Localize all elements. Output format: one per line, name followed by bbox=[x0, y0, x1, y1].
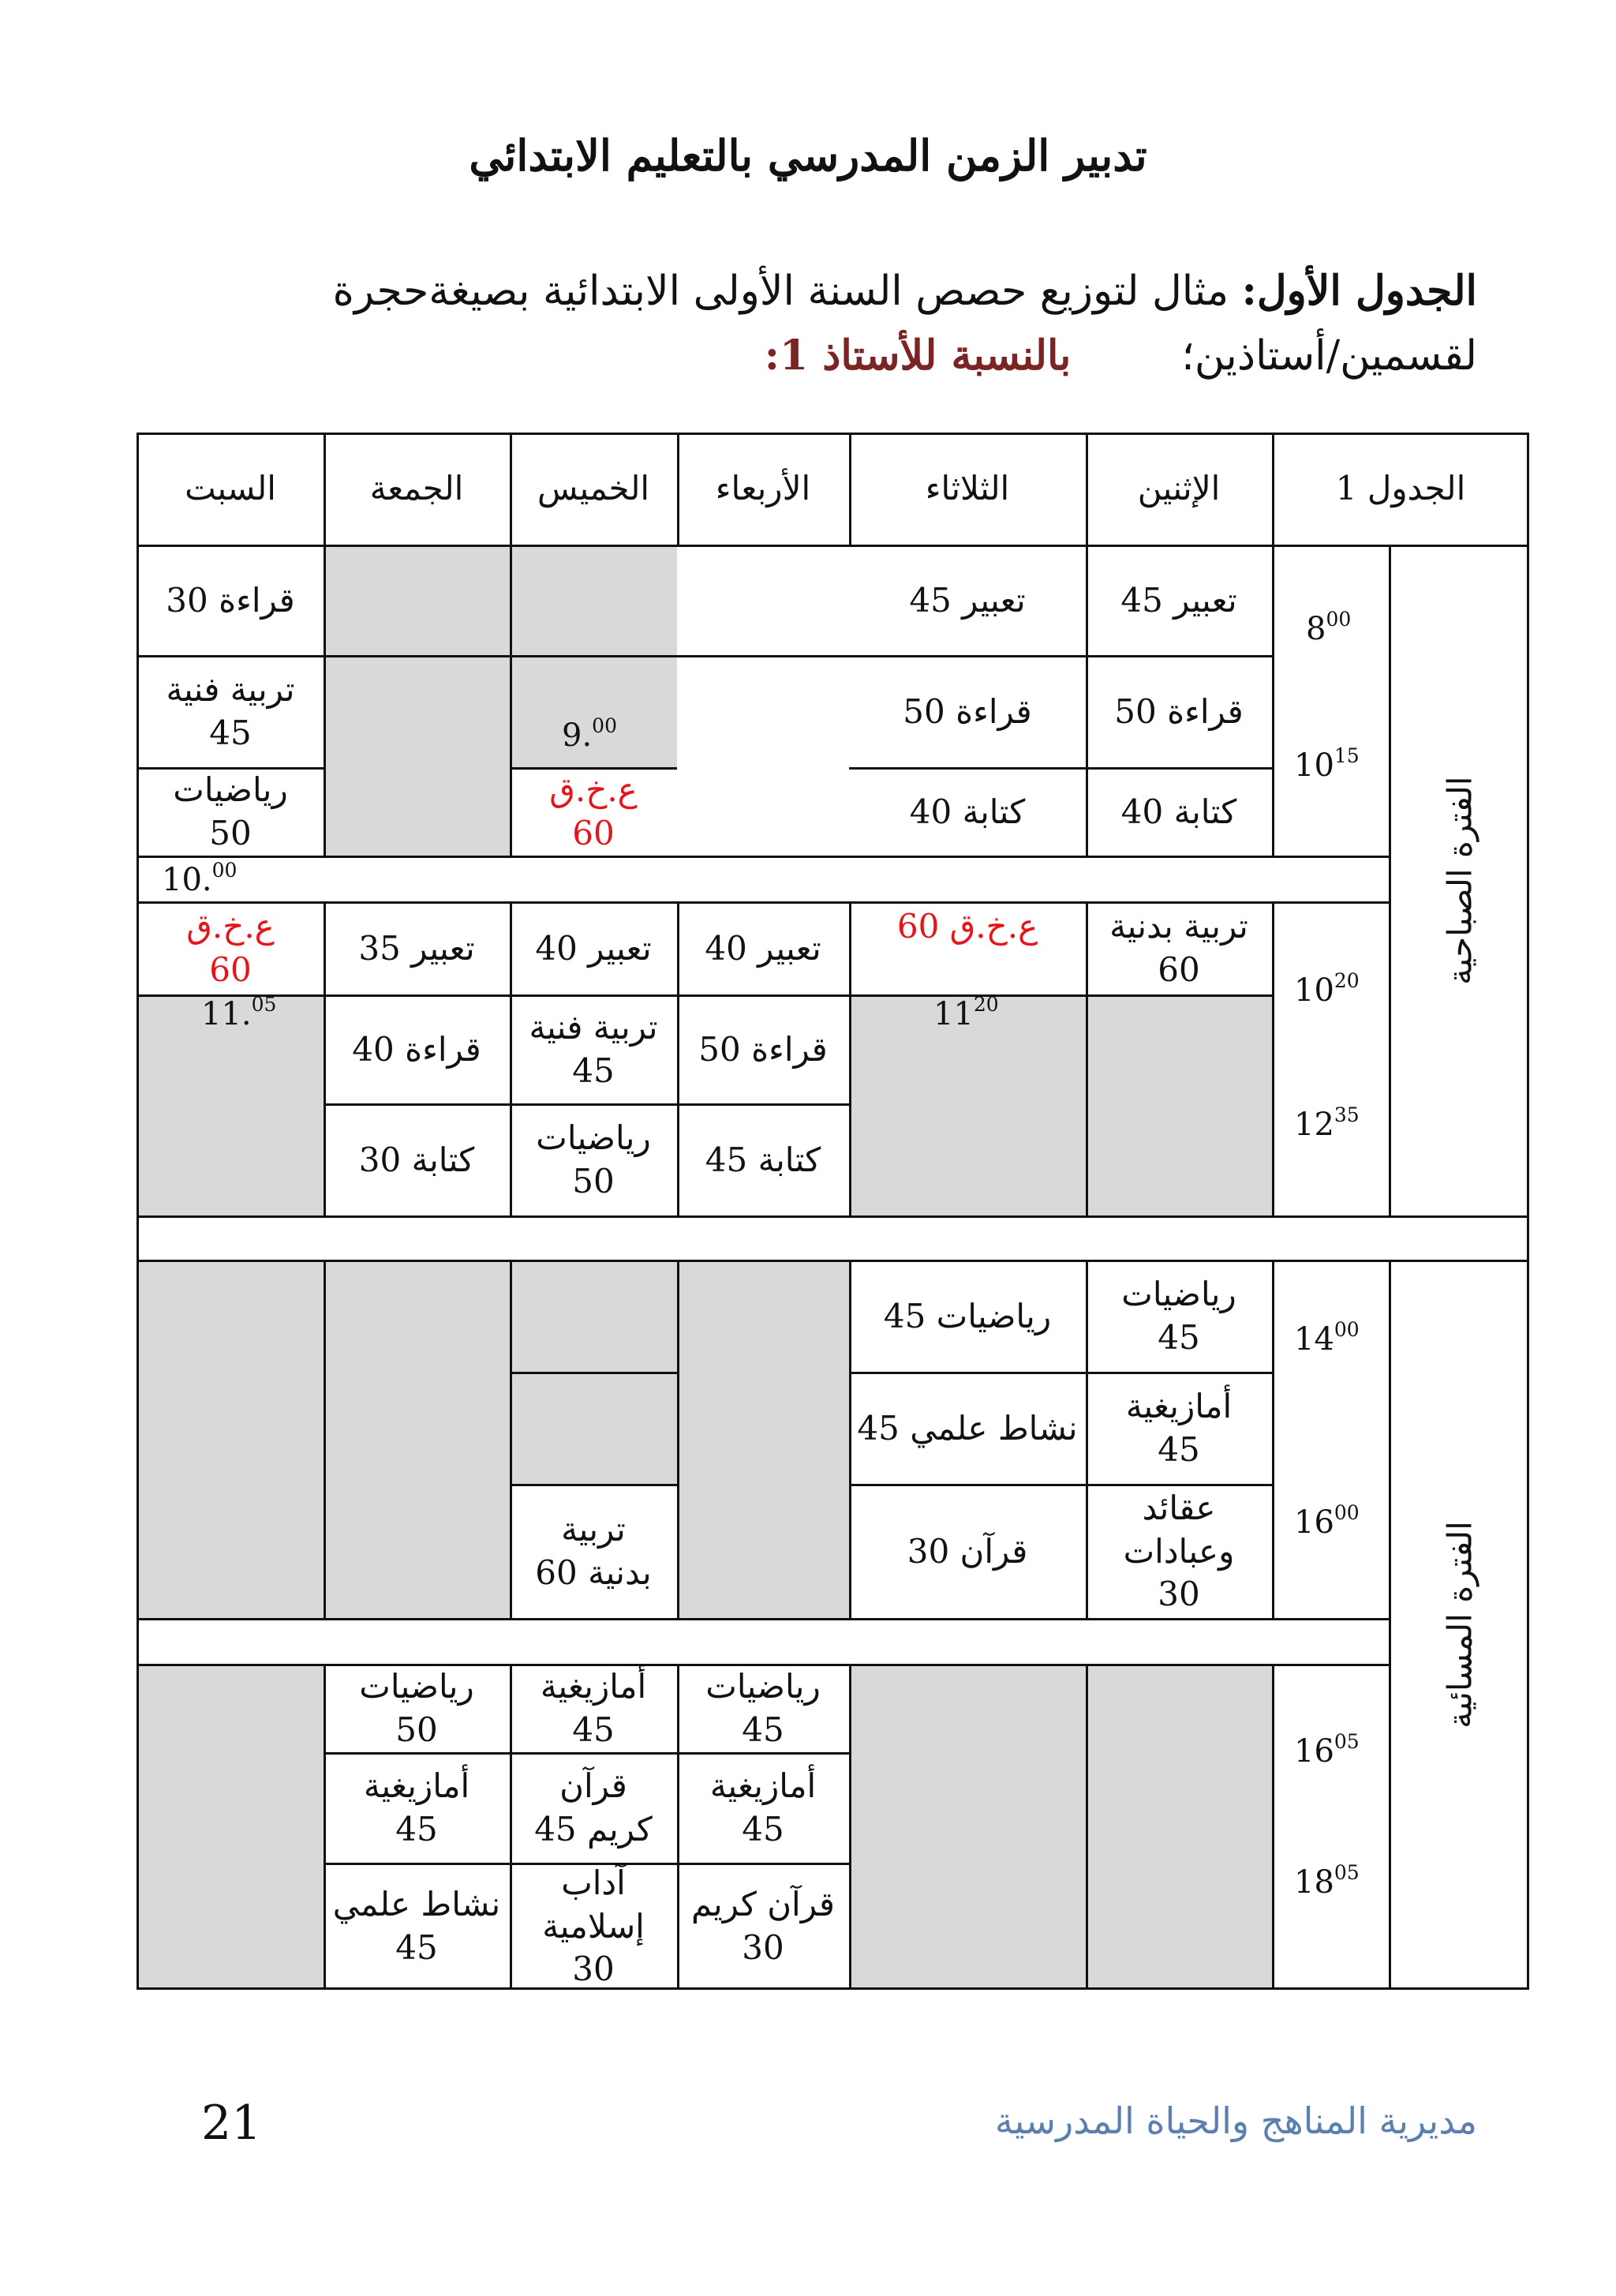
session-cell: قراءة 50 bbox=[698, 1029, 828, 1069]
time-label: $8^{00}$ bbox=[1306, 608, 1352, 647]
day-header-wednesday: الأربعاء bbox=[715, 468, 811, 508]
page-title: تدبير الزمن المدرسي بالتعليم الابتدائي bbox=[469, 130, 1147, 181]
session-cell: رياضيات 50 bbox=[359, 1667, 474, 1749]
session-cell: تربية فنية 45 bbox=[529, 1008, 658, 1090]
period-evening: الفترة المسائية bbox=[1440, 1521, 1479, 1729]
session-cell: تعبير 45 bbox=[909, 580, 1026, 620]
session-cell: كتابة 45 bbox=[705, 1140, 821, 1179]
day-header-saturday: السبت bbox=[185, 468, 276, 508]
day-header-thursday: الخميس bbox=[537, 468, 650, 508]
intro-line-2 bbox=[765, 331, 1477, 380]
session-cell: قرآن كريم 30 bbox=[691, 1885, 835, 1967]
session-cell: قرآن 30 bbox=[907, 1531, 1028, 1571]
session-cell: قراءة 50 bbox=[903, 691, 1032, 731]
period-morning: الفترة الصباحية bbox=[1440, 776, 1479, 986]
intro-text: مثال لتوزيع حصص السنة الأولى الابتدائية بصيغةحجرة bbox=[332, 268, 1242, 315]
session-cell: كتابة 40 bbox=[909, 792, 1026, 831]
intro-text-2: لقسمين/أستاذين؛ bbox=[1181, 332, 1477, 380]
session-cell: رياضيات 50 bbox=[536, 1118, 651, 1200]
session-cell: تعبير 40 bbox=[705, 928, 821, 968]
table-corner: الجدول 1 bbox=[1335, 468, 1466, 508]
day-header-friday: الجمعة bbox=[369, 468, 464, 508]
page-number: 21 bbox=[201, 2096, 262, 2151]
session-cell: تربية بدنية 60 bbox=[535, 1510, 652, 1592]
time-note: $11^{20}$ bbox=[933, 993, 999, 1032]
session-cell: قراءة 30 bbox=[166, 580, 295, 620]
session-cell: قراءة 50 bbox=[1114, 691, 1244, 731]
time-label: $16^{05}$ bbox=[1294, 1730, 1360, 1770]
session-cell: كتابة 30 bbox=[358, 1140, 475, 1179]
time-note: 11.05 bbox=[201, 993, 277, 1032]
session-cell: كتابة 40 bbox=[1120, 792, 1237, 831]
intro-line-1 bbox=[333, 267, 1477, 315]
session-cell: أمازيغية 45 bbox=[540, 1667, 647, 1749]
session-cell: ع.خ.ق 60 bbox=[896, 906, 1038, 946]
time-label: $12^{35}$ bbox=[1294, 1103, 1360, 1143]
footer-text: مديرية المناهج والحياة المدرسية bbox=[994, 2099, 1477, 2142]
session-cell: نشاط علمي 45 bbox=[332, 1885, 501, 1967]
session-cell: رياضيات 50 bbox=[173, 770, 288, 852]
session-cell: رياضيات 45 bbox=[883, 1296, 1052, 1335]
time-label: $10^{15}$ bbox=[1294, 744, 1360, 784]
session-cell: أمازيغية 45 bbox=[363, 1766, 470, 1848]
teacher-label: بالنسبة للأستاذ 1: bbox=[764, 331, 1072, 380]
time-label: $16^{00}$ bbox=[1294, 1501, 1360, 1541]
session-cell: تعبير 40 bbox=[535, 928, 652, 968]
session-cell: آداب إسلامية 30 bbox=[542, 1863, 645, 1989]
session-cell: قرآن كريم 45 bbox=[534, 1766, 653, 1848]
session-cell: قراءة 40 bbox=[352, 1029, 481, 1069]
session-cell: تربية فنية 45 bbox=[166, 670, 295, 752]
time-note: 10.00 bbox=[162, 859, 238, 898]
session-cell: ع.خ.ق 60 bbox=[186, 907, 275, 989]
time-label: $10^{20}$ bbox=[1294, 969, 1360, 1009]
session-cell: تعبير 45 bbox=[1120, 580, 1237, 620]
session-cell: أمازيغية 45 bbox=[709, 1766, 817, 1848]
day-header-tuesday: الثلاثاء bbox=[925, 468, 1010, 508]
session-cell: ع.خ.ق 60 bbox=[549, 770, 638, 852]
session-cell: نشاط علمي 45 bbox=[857, 1408, 1078, 1448]
time-label: $18^{05}$ bbox=[1294, 1861, 1360, 1901]
session-cell: تربية بدنية 60 bbox=[1109, 907, 1248, 989]
time-label: $14^{00}$ bbox=[1294, 1318, 1360, 1358]
day-header-monday: الإثنين bbox=[1137, 468, 1221, 508]
session-cell: عقائد وعبادات 30 bbox=[1123, 1489, 1235, 1614]
session-cell: أمازيغية 45 bbox=[1125, 1387, 1233, 1469]
time-note: 9.00 bbox=[562, 714, 617, 754]
session-cell: رياضيات 45 bbox=[1121, 1275, 1236, 1357]
session-cell: تعبير 35 bbox=[358, 928, 475, 968]
table-label: الجدول الأول: bbox=[1241, 267, 1477, 315]
session-cell: رياضيات 45 bbox=[705, 1667, 821, 1749]
